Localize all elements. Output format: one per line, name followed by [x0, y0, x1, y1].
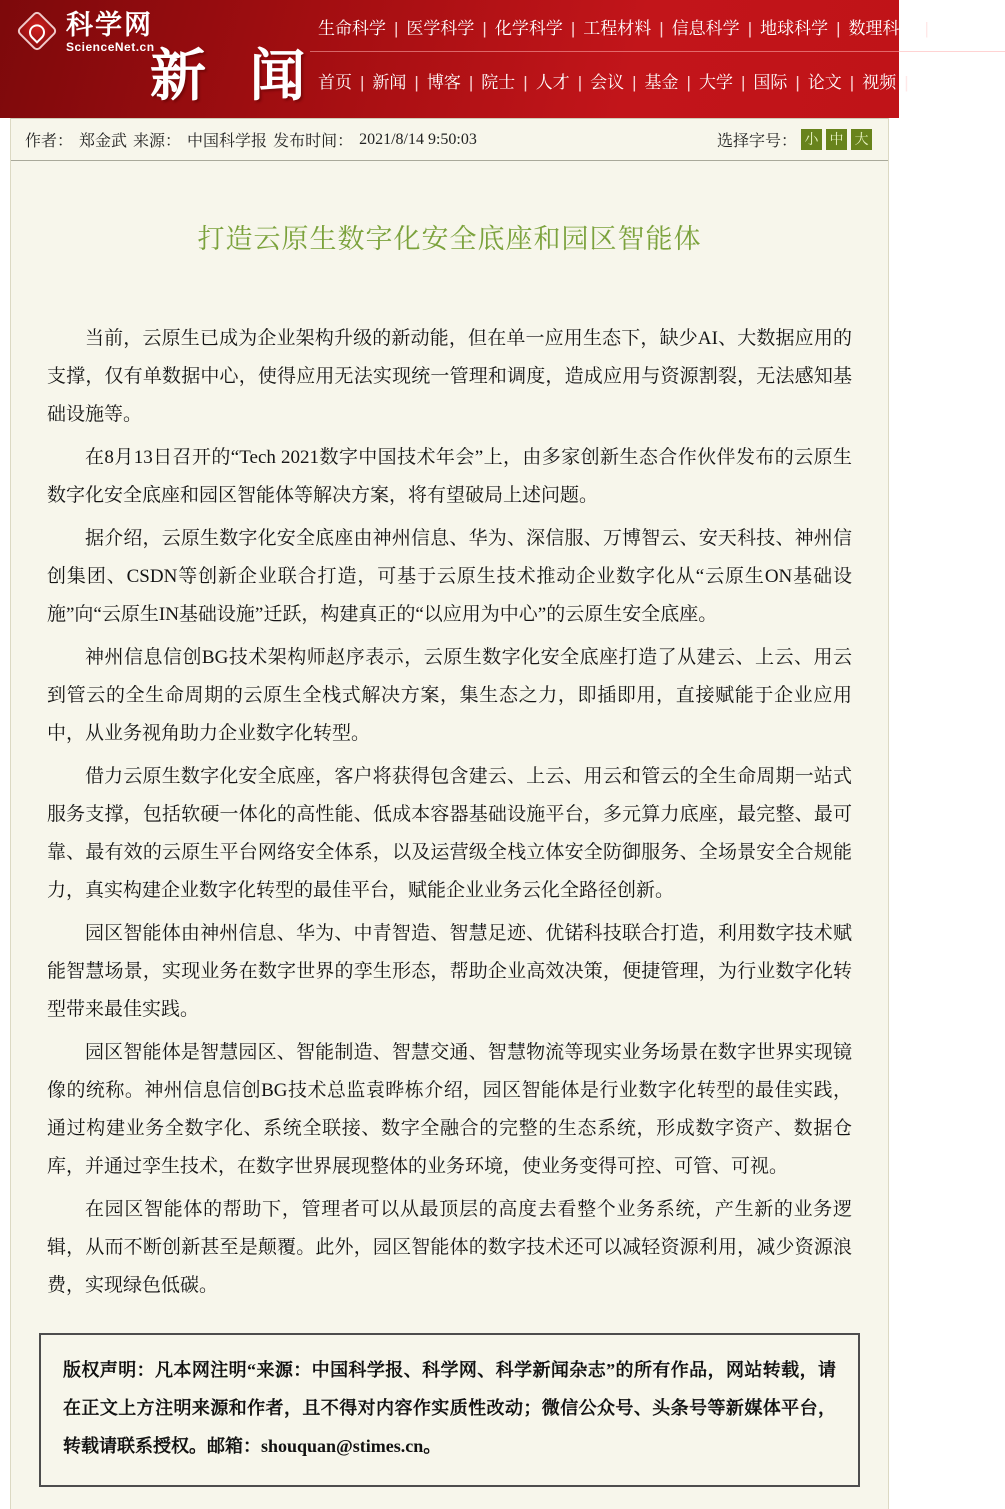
sciencenet-logo[interactable]	[18, 10, 155, 54]
font-size-label: 选择字号：	[716, 133, 797, 150]
article-paragraph: 当前，云原生已成为企业架构升级的新动能，但在单一应用生态下，缺少AI、大数据应用的支撑，仅有单数据中心，使得应用无法实现统一管理和调度，造成应用与资源割裂，无法感知基础设施等。	[47, 328, 852, 425]
publish-time: 2021/8/14 9:50:03	[359, 130, 477, 148]
article-paragraph: 园区智能体是智慧园区、智能制造、智慧交通、智慧物流等现实业务场景在数字世界实现镜像的统称。神州信息信创BG技术总监袁晔栋介绍，园区智能体是行业数字化转型的最佳实践，通过构建业务全数字化、系统全联接、数字全融合的完整的生态系统，形成数字资产、数据仓库，并通过孪生技术，在数字世界展现整体的业务环境，使业务变得可控、可管、可视。	[47, 1042, 852, 1177]
nav-item-management[interactable]: 管理科学	[936, 19, 1005, 38]
nav-item-information[interactable]: 信息科学 |	[672, 14, 760, 39]
article-paragraph: 园区智能体由神州信息、华为、中青智造、智慧足迹、优锘科技联合打造，利用数字技术赋能智慧场景，实现业务在数字世界的孪生形态，帮助企业高效决策，便捷管理，为行业数字化转型带来最佳实践。	[47, 923, 852, 1020]
author-name: 郑金武	[79, 133, 128, 150]
nav-item-blog[interactable]: 博客 |	[427, 68, 481, 93]
header-nav	[310, 0, 1005, 118]
copyright-notice-box	[39, 1333, 860, 1487]
nav-item-earth-science[interactable]: 地球科学 |	[760, 14, 848, 39]
article-paragraph: 在8月13日召开的“Tech 2021数字中国技术年会”上，由多家创新生态合作伙伴发布的云原生数字化安全底座和园区智能体等解决方案，将有望破局上述问题。	[47, 447, 852, 506]
logo-text	[66, 10, 155, 54]
source-name: 中国科学报	[187, 133, 268, 150]
logo-subtitle: ScienceNet.cn	[66, 40, 155, 54]
nav-item-medical-science[interactable]: 医学科学 |	[406, 14, 494, 39]
author-label: 作者：	[25, 133, 74, 150]
font-size-switch	[717, 128, 872, 151]
nav-item-university[interactable]: 大学 |	[699, 68, 753, 93]
nav-item-home[interactable]: 首页 |	[318, 68, 372, 93]
article-meta-bar	[11, 119, 888, 161]
nav-channels	[310, 52, 1005, 93]
nav-item-papers[interactable]: 论文 |	[808, 68, 862, 93]
logo-title: 科学网	[66, 10, 153, 40]
copyright-text: 版权声明：凡本网注明“来源：中国科学报、科学网、科学新闻杂志”的所有作品，网站转载，请在正文上方注明来源和作者，且不得对内容作实质性改动；微信公众号、头条号等新媒体平台，转载请联系授权。邮箱：shouquan@stimes.cn。	[63, 1360, 836, 1456]
publish-time-label: 发布时间：	[273, 133, 354, 150]
nav-item-life-science[interactable]: 生命科学 |	[318, 14, 406, 39]
nav-item-news[interactable]: 新闻 |	[372, 68, 426, 93]
font-size-large-button[interactable]: 大	[851, 129, 872, 150]
content-area	[10, 118, 889, 1509]
nav-item-xiaoke-robot[interactable]: 小柯机器人	[916, 73, 1002, 92]
nav-item-fund[interactable]: 基金 |	[645, 68, 699, 93]
nav-item-talent[interactable]: 人才 |	[536, 68, 590, 93]
sciencenet-logo-icon	[16, 10, 58, 52]
site-header	[0, 0, 1005, 118]
header-brand-area	[0, 0, 320, 118]
font-size-small-button[interactable]: 小	[801, 129, 822, 150]
nav-item-academician[interactable]: 院士 |	[481, 68, 535, 93]
article-body	[11, 256, 888, 1305]
article-paragraph: 神州信息信创BG技术架构师赵序表示，云原生数字化安全底座打造了从建云、上云、用云到管云的全生命周期的云原生全栈式解决方案，集生态之力，即插即用，直接赋能于企业应用中，从业务视角助力企业数字化转型。	[47, 647, 852, 744]
nav-item-math-physics[interactable]: 数理科学 |	[849, 14, 937, 39]
article-title: 打造云原生数字化安全底座和园区智能体	[197, 224, 702, 254]
nav-item-conference[interactable]: 会议 |	[590, 68, 644, 93]
article-paragraph: 在园区智能体的帮助下，管理者可以从最顶层的高度去看整个业务系统，产生新的业务逻辑，从而不断创新甚至是颠覆。此外，园区智能体的数字技术还可以减轻资源利用，减少资源浪费，实现绿色低碳。	[47, 1199, 852, 1296]
nav-item-engineering[interactable]: 工程材料 |	[583, 14, 671, 39]
article-paragraph: 据介绍，云原生数字化安全底座由神州信息、华为、深信服、万博智云、安天科技、神州信创集团、CSDN等创新企业联合打造，可基于云原生技术推动企业数字化从“云原生ON基础设施”向“云原生IN基础设施”迁跃，构建真正的“以应用为中心”的云原生安全底座。	[47, 528, 852, 625]
nav-subjects	[310, 0, 1005, 52]
nav-item-video[interactable]: 视频 |	[862, 68, 916, 93]
article-meta-info	[25, 128, 477, 151]
nav-item-international[interactable]: 国际 |	[753, 68, 807, 93]
article-paragraph: 借力云原生数字化安全底座，客户将获得包含建云、上云、用云和管云的全生命周期一站式服务支撑，包括软硬一体化的高性能、低成本容器基础设施平台，多元算力底座，最完整、最可靠、最有效的云原生平台网络安全体系，以及运营级全栈立体安全防御服务、全场景安全合规能力，真实构建企业数字化转型的最佳平台，赋能企业业务云化全路径创新。	[47, 766, 852, 901]
font-size-medium-button[interactable]: 中	[826, 129, 847, 150]
section-title-news: 新 闻	[150, 44, 320, 107]
source-label: 来源：	[133, 133, 182, 150]
nav-item-chemistry[interactable]: 化学科学 |	[495, 14, 583, 39]
